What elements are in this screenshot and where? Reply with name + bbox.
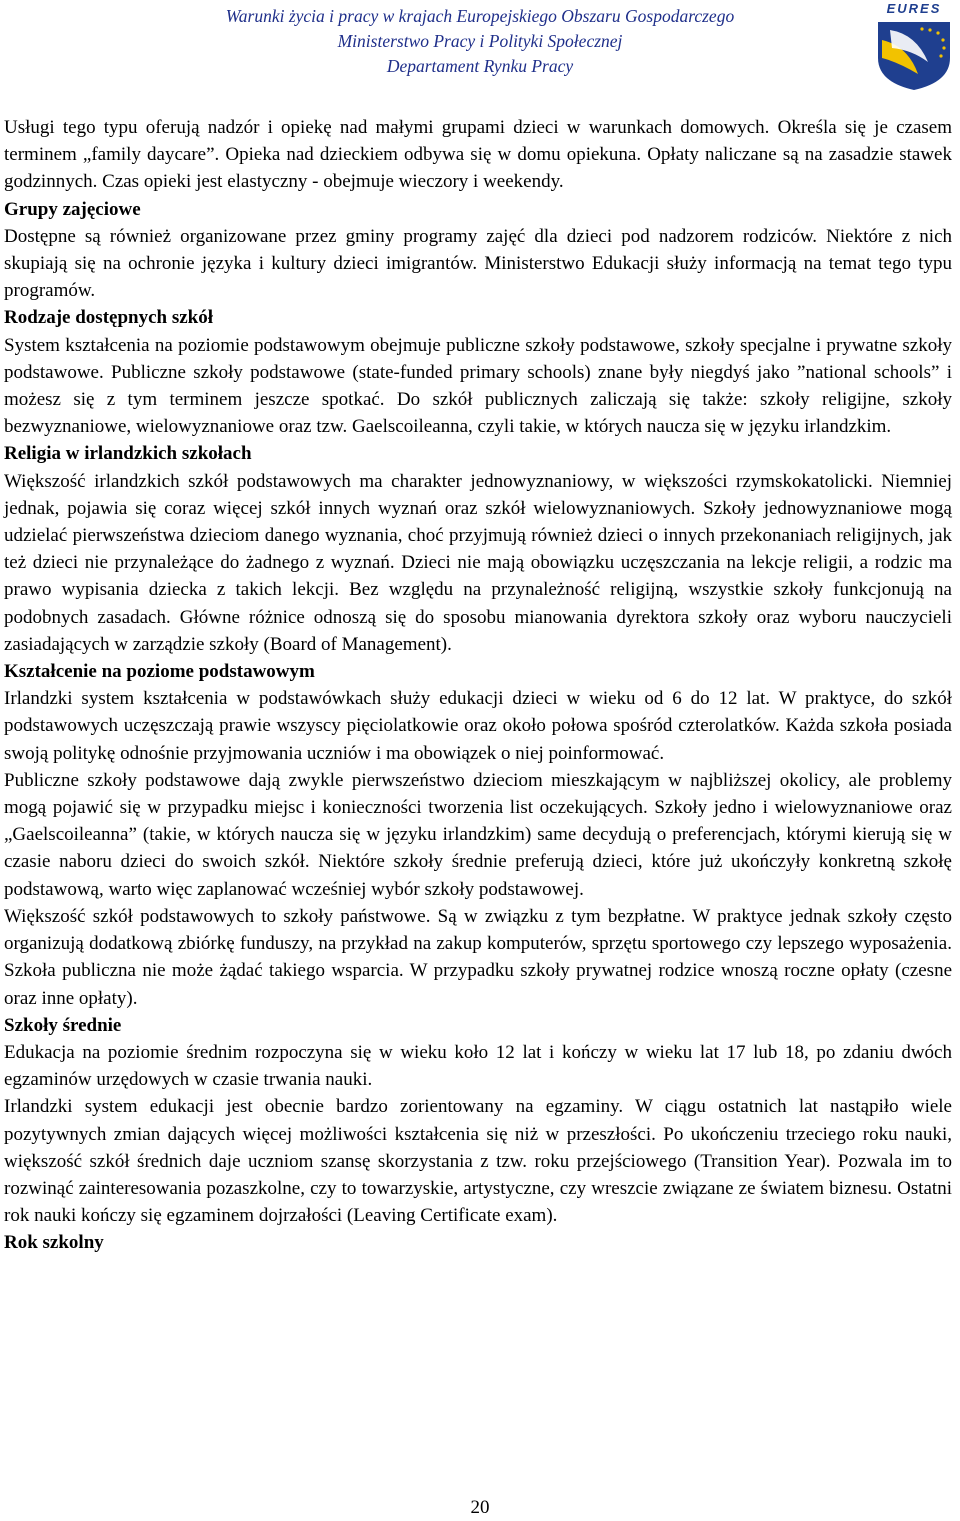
paragraph: Większość irlandzkich szkół podstawowych ma charakter jednowyznaniowy, w większości rzymskokatolicki. Niemniej jednak, pojawia się coraz więcej szkół innych wyznań oraz szkół wielowyznaniowych. Szkoły jednowyznaniowe mogą udzielać pierwszeństwa dzieciom danego wyznania, choć przyjmują również dzieci o innych przekonaniach religijnych, jak też dzieci nie przynależące do żadnego z wyznań. Dzieci nie mają obowiązku uczęszczania na lekcje religii, a rodzic ma prawo wypisania dziecka z takich lekcji. Bez względu na przynależność religijną, wszystkie szkoły funkcjonują na podobnych zasadach. Główne różnice odnoszą się do sposobu mianowania dyrektora szkoły oraz wyboru nauczycieli zasiadających w zarządzie szkoły (Board of Management). [4,470,952,655]
page-number: 20 [470,1497,490,1518]
paragraph: System kształcenia na poziomie podstawowym obejmuje publiczne szkoły podstawowe, szkoły specjalne i prywatne szkoły podstawowe. Publiczne szkoły podstawowe (state-funded primary schools) znane były niegdyś jako ”national schools” i możesz się z tym terminem jeszcze spotkać. Do szkół publicznych zaliczają się także: szkoły religijne, szkoły bezwyznaniowe, wielowyznaniowe oraz tzw. Gaelscoileanna, czyli takie, w których naucza się w języku irlandzkim. [4,334,952,438]
header-line-1: Warunki życia i pracy w krajach Europejskiego Obszaru Gospodarczego [225,6,735,26]
svg-text:EURES: EURES [886,1,942,16]
paragraph: Większość szkół podstawowych to szkoły państwowe. Są w związku z tym bezpłatne. W praktyce jednak szkoły często organizują dodatkową zbiórkę funduszy, na przykład na zakup komputerów, sprzętu sportowego czy lepszego wyposażenia. Szkoła publiczna nie może żądać takiego wsparcia. W przypadku szkoły prywatnej rodzice wnoszą roczne opłaty (czesne oraz inne opłaty). [4,905,952,1009]
paragraph: Dostępne są również organizowane przez gminy programy zajęć dla dzieci pod nadzorem rodziców. Niektóre z nich skupiają się na ochronie języka i kultury dzieci imigrantów. Ministerstwo Edukacji służy informacją na temat tego typu programów. [4,225,952,302]
paragraph: Publiczne szkoły podstawowe dają zwykle pierwszeństwo dzieciom mieszkającym w najbliższej okolicy, ale problemy mogą pojawić się w przypadku miejsc i konieczności tworzenia list oczekujących. Szkoły jedno i wielowyznaniowe oraz „Gaelscoileanna” (takie, w których naucza się w języku irlandzkim) same decydują o preferencjach, którymi kierują się w czasie naboru dzieci do swoich szkół. Niektóre szkoły średnie preferują dzieci, które już ukończyły konkretną szkołę podstawową, warto więc zaplanować wcześniej wybór szkoły podstawowej. [4,769,952,900]
document-body [4,114,952,1257]
header-line-2: Ministerstwo Pracy i Polityki Społecznej [337,31,623,51]
page-header [0,0,960,92]
paragraph: Usługi tego typu oferują nadzór i opiekę nad małymi grupami dzieci w warunkach domowych. Określa się je czasem terminem „family daycare”. Opieka nad dzieckiem odbywa się w domu opiekuna. Opłaty naliczane są na zasadzie stawek godzinnych. Czas opieki jest elastyczny - obejmuje wieczory i weekendy. [4,117,952,193]
section-heading: Grupy zajęciowe [4,198,141,220]
section-heading: Rok szkolny [4,1232,104,1254]
header-text [160,4,800,79]
eures-logo [868,0,954,92]
section-heading: Szkoły średnie [4,1014,122,1036]
section-heading: Rodzaje dostępnych szkół [4,307,214,329]
section-heading: Kształcenie na poziome podstawowym [4,661,315,683]
paragraph: Irlandzki system edukacji jest obecnie bardzo zorientowany na egzaminy. W ciągu ostatnich lat nastąpiło wiele pozytywnych zmian dających więcej możliwości kształcenia się niż w przeszłości. Po ukończeniu trzeciego roku nauki, większość szkół średnich daje uczniom szansę skorzystania z tzw. roku przejściowego (Transition Year). Pozwala im to rozwinąć zainteresowania pozaszkolne, czy to towarzyskie, artystyczne, czy wreszcie związane ze światem biznesu. Ostatni rok nauki kończy się egzaminem dojrzałości (Leaving Certificate exam). [4,1096,952,1227]
paragraph: Edukacja na poziomie średnim rozpoczyna się w wieku koło 12 lat i kończy w wieku lat 17 lub 18, po zdaniu dwóch egzaminów urzędowych w czasie trwania nauki. [4,1041,952,1091]
section-heading: Religia w irlandzkich szkołach [4,443,252,465]
paragraph: Irlandzki system kształcenia w podstawówkach służy edukacji dzieci w wieku od 6 do 12 lat. W praktyce, do szkół podstawowych uczęszczają prawie wszyscy pięciolatkowie oraz około połowa spośród czterolatków. Każda szkoła posiada swoją politykę odnośnie przyjmowania uczniów i ma obowiązek o niej poinformować. [4,688,952,764]
header-line-3: Departament Rynku Pracy [386,56,574,76]
